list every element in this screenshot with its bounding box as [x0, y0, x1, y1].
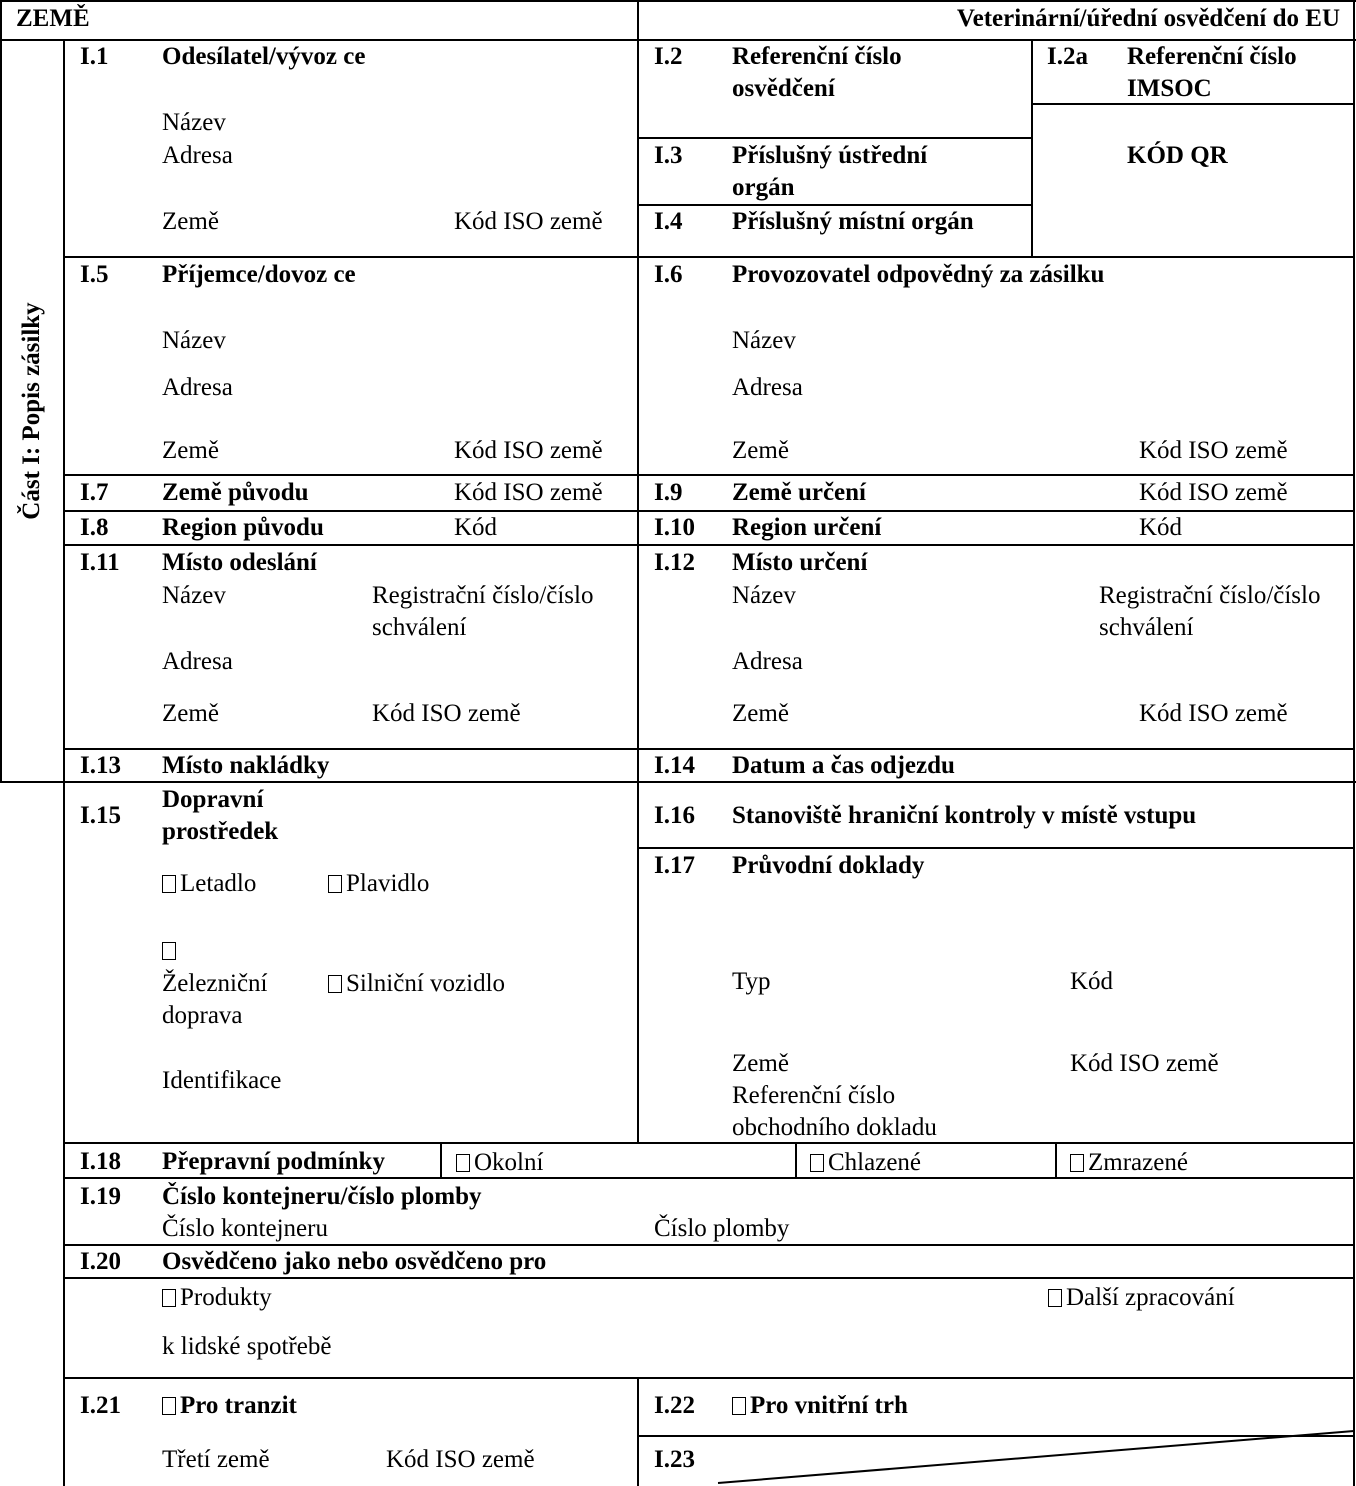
option-for-transit[interactable]: Pro tranzit [162, 1390, 297, 1422]
checkbox-icon[interactable] [162, 1397, 176, 1415]
option-frozen[interactable]: Zmrazené [1070, 1147, 1188, 1179]
box-number: I.1 [80, 43, 109, 70]
box-title: Příslušný místní orgán [732, 208, 974, 235]
box-title: Příslušný ústřední orgán [732, 142, 928, 201]
box-title: Stanoviště hraniční kontroly v místě vstupu [732, 802, 1197, 829]
field-label-registration: Registrační číslo/číslo schválení [1099, 582, 1321, 641]
option-vessel[interactable]: Plavidlo [328, 868, 429, 900]
box-title: Číslo kontejneru/číslo plomby [162, 1183, 482, 1210]
box-title: Region původu [162, 514, 324, 541]
box-number: I.18 [80, 1148, 121, 1175]
field-label-country: Země [732, 700, 789, 727]
qr-code-label: KÓD QR [1127, 142, 1228, 169]
field-label-iso: Kód ISO země [1139, 437, 1288, 464]
field-label-address: Adresa [162, 142, 233, 169]
box-number: I.21 [80, 1392, 121, 1419]
box-number: I.5 [80, 261, 109, 288]
box-number: I.11 [80, 549, 120, 576]
field-label-name: Název [732, 582, 796, 609]
box-number: I.19 [80, 1183, 121, 1210]
box-number: I.2a [1047, 43, 1088, 70]
field-label-code: Kód [454, 514, 498, 541]
box-number: I.8 [80, 514, 109, 541]
field-label-country: Země [732, 437, 789, 464]
box-number: I.12 [654, 549, 695, 576]
box-number: I.20 [80, 1248, 121, 1275]
checkbox-icon[interactable] [1070, 1154, 1084, 1172]
box-number: I.22 [654, 1392, 695, 1419]
field-label-address: Adresa [162, 648, 233, 675]
field-label-third-country: Třetí země [162, 1446, 270, 1473]
field-label-identification: Identifikace [162, 1067, 282, 1094]
checkbox-icon[interactable] [328, 975, 342, 993]
box-title: Příjemce/dovoz ce [162, 261, 356, 288]
box-title: Průvodní doklady [732, 852, 925, 879]
box-title: Region určení [732, 514, 882, 541]
checkbox-icon[interactable] [810, 1154, 824, 1172]
field-label-container-number: Číslo kontejneru [162, 1215, 328, 1242]
box-number: I.9 [654, 479, 683, 506]
box-number: I.15 [80, 802, 121, 829]
box-title: Referenční číslo IMSOC [1127, 43, 1297, 102]
field-label-name: Název [162, 327, 226, 354]
box-title: Místo určení [732, 549, 868, 576]
field-label-commercial-reference: Referenční číslo obchodního dokladu [732, 1082, 937, 1141]
field-label-name: Název [162, 109, 226, 136]
checkbox-icon[interactable] [162, 1289, 176, 1307]
field-label-code: Kód [1139, 514, 1183, 541]
box-title: Referenční číslo osvědčení [732, 43, 902, 102]
option-aircraft[interactable]: Letadlo [162, 868, 256, 900]
box-title: Odesílatel/vývoz ce [162, 43, 366, 70]
option-rail-label: Železniční doprava [162, 970, 268, 1029]
field-label-type: Typ [732, 968, 771, 995]
field-label-iso: Kód ISO země [454, 479, 603, 506]
checkbox-icon[interactable] [328, 875, 342, 893]
box-title: Místo nakládky [162, 752, 330, 779]
box-number: I.23 [654, 1446, 695, 1473]
box-title: Dopravní prostředek [162, 786, 279, 845]
side-label: Část I: Popis zásilky [18, 302, 45, 520]
option-products[interactable]: Produkty [162, 1282, 272, 1314]
field-label-address: Adresa [162, 374, 233, 401]
field-label-address: Adresa [732, 648, 803, 675]
field-label-name: Název [162, 582, 226, 609]
header-certificate-title: Veterinární/úřední osvědčení do EU [956, 5, 1340, 32]
box-title: Místo odeslání [162, 549, 317, 576]
field-label-code: Kód [1070, 968, 1114, 995]
field-label-registration: Registrační číslo/číslo schválení [372, 582, 594, 641]
box-number: I.17 [654, 852, 695, 879]
box-number: I.16 [654, 802, 695, 829]
field-label-country: Země [162, 700, 219, 727]
box-number: I.3 [654, 142, 683, 169]
field-label-country: Země [162, 208, 219, 235]
checkbox-icon[interactable] [732, 1397, 746, 1415]
checkbox-icon[interactable] [162, 942, 176, 960]
box-number: I.14 [654, 752, 695, 779]
box-title: Přepravní podmínky [162, 1148, 385, 1175]
field-label-address: Adresa [732, 374, 803, 401]
box-number: I.6 [654, 261, 683, 288]
field-label-iso: Kód ISO země [372, 700, 521, 727]
checkbox-icon[interactable] [456, 1154, 470, 1172]
box-title: Země původu [162, 479, 309, 506]
checkbox-icon[interactable] [162, 875, 176, 893]
field-label-country: Země [162, 437, 219, 464]
box-title: Osvědčeno jako nebo osvědčeno pro [162, 1248, 547, 1275]
box-number: I.7 [80, 479, 109, 506]
option-products-sublabel: k lidské spotřebě [162, 1333, 332, 1360]
option-chilled[interactable]: Chlazené [810, 1147, 921, 1179]
option-ambient[interactable]: Okolní [456, 1147, 543, 1179]
field-label-iso: Kód ISO země [454, 208, 603, 235]
box-number: I.13 [80, 752, 121, 779]
box-title: Země určení [732, 479, 866, 506]
field-label-name: Název [732, 327, 796, 354]
field-label-iso: Kód ISO země [454, 437, 603, 464]
header-country: ZEMĚ [16, 5, 90, 32]
field-label-seal-number: Číslo plomby [654, 1215, 790, 1242]
field-label-iso: Kód ISO země [1139, 700, 1288, 727]
option-road-vehicle[interactable]: Silniční vozidlo [328, 968, 505, 1000]
box-number: I.10 [654, 514, 695, 541]
box-number: I.2 [654, 43, 683, 70]
option-further-processing[interactable]: Další zpracování [1048, 1282, 1235, 1314]
field-label-iso: Kód ISO země [1070, 1050, 1219, 1077]
checkbox-icon[interactable] [1048, 1289, 1062, 1307]
box-title: Provozovatel odpovědný za zásilku [732, 261, 1105, 288]
box-number: I.4 [654, 208, 683, 235]
field-label-country: Země [732, 1050, 789, 1077]
option-rail[interactable] [162, 935, 180, 967]
box-title: Datum a čas odjezdu [732, 752, 955, 779]
option-internal-market[interactable]: Pro vnitřní trh [732, 1390, 908, 1422]
field-label-iso: Kód ISO země [1139, 479, 1288, 506]
field-label-iso: Kód ISO země [386, 1446, 535, 1473]
